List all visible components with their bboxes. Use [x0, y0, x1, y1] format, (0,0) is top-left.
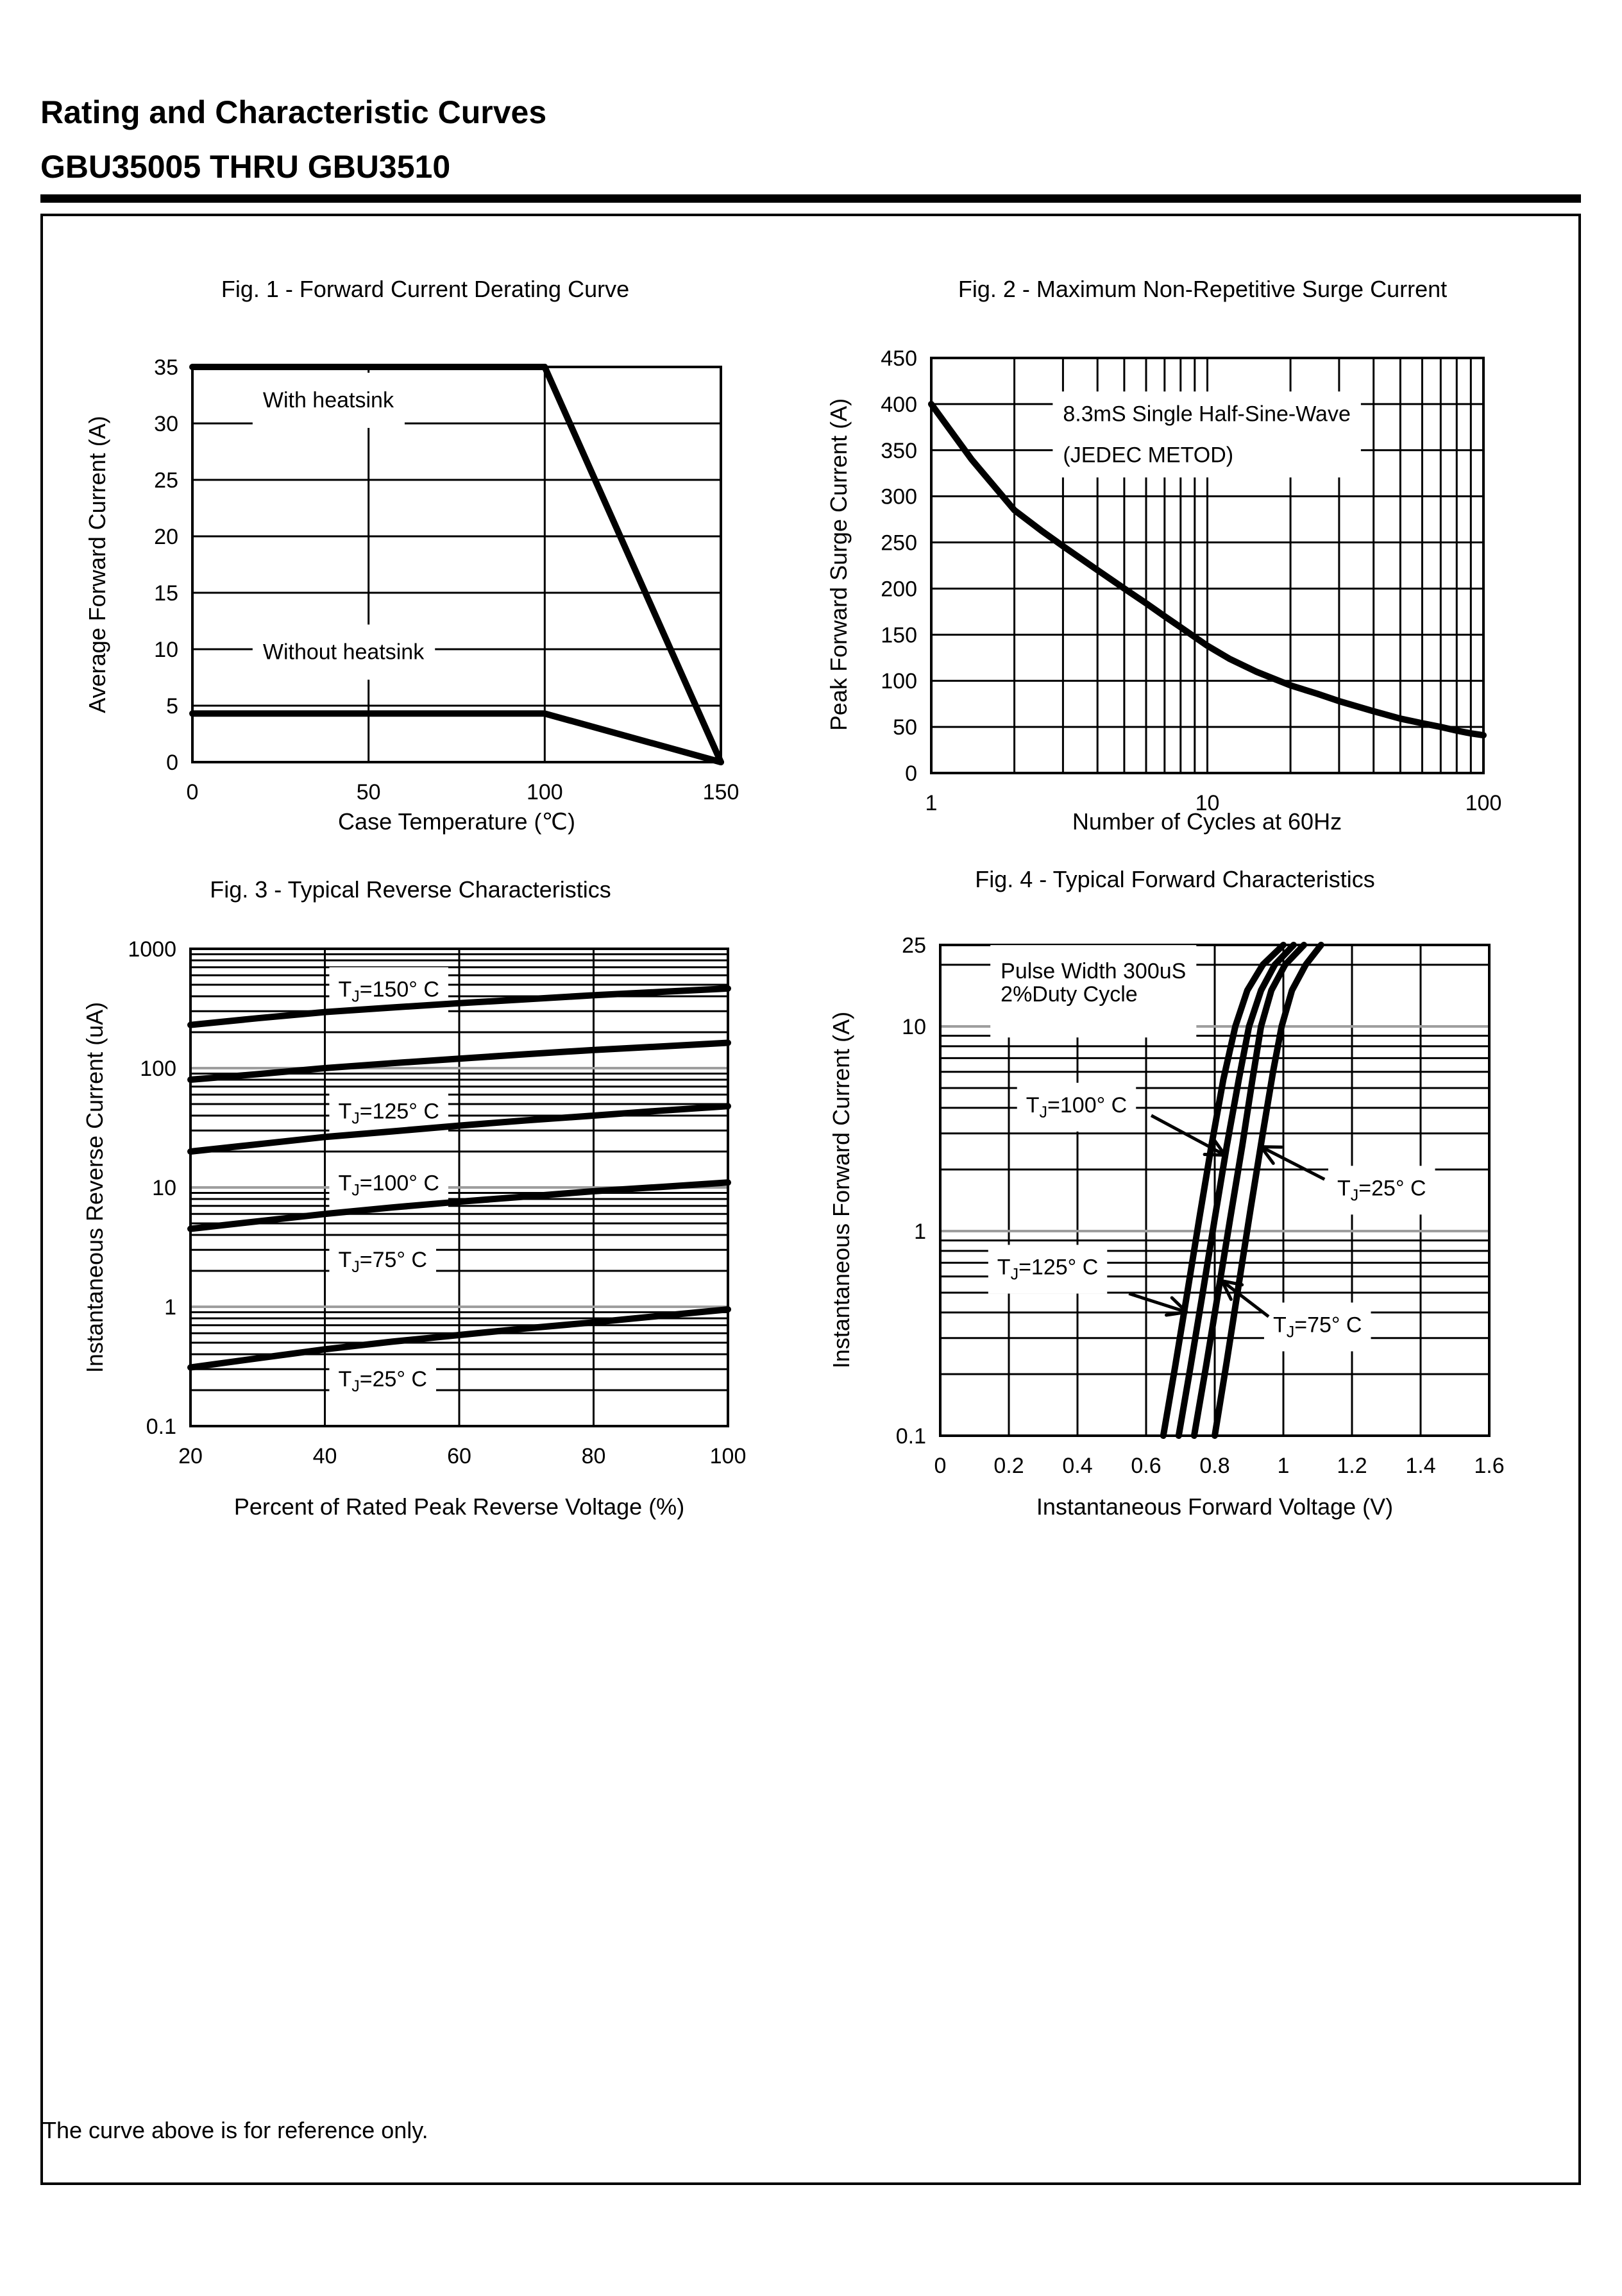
fig2-ytick-300: 300 [881, 484, 917, 509]
fig1-title: Fig. 1 - Forward Current Derating Curve [221, 276, 630, 302]
fig2-xtick-10: 10 [1195, 791, 1220, 815]
fig2-ytick-400: 400 [881, 392, 917, 417]
svg-text:Without heatsink: Without heatsink [262, 640, 425, 665]
fig2-ytick-100: 100 [881, 669, 917, 694]
fig1-plot [154, 355, 739, 804]
fig1-ytick-5: 5 [166, 694, 178, 719]
fig1-annotation-without-heatsink [253, 625, 435, 680]
svg-text:TJ=100° C: $T_J=100^\circ$ C [338, 1171, 439, 1200]
fig2-ytick-350: 350 [881, 438, 917, 463]
part-range-title: GBU35005 THRU GBU3510 [40, 149, 451, 185]
svg-text:With heatsink: With heatsink [262, 388, 394, 413]
fig3-xtick-40: 40 [312, 1444, 337, 1468]
fig4-annotation-tj-100-c [1017, 1083, 1136, 1132]
fig3-yaxis-title: Instantaneous Reverse Current (uA) [81, 1001, 108, 1373]
fig3-ytick-100: 100 [140, 1057, 176, 1081]
svg-text:TJ=25° C: $T_J=25^\circ$ C [1337, 1176, 1426, 1205]
fig1-xtick-50: 50 [356, 780, 381, 804]
fig3-plot [128, 937, 746, 1468]
fig1-ytick-0: 0 [166, 751, 178, 775]
fig4-yaxis-title: Instantaneous Forward Current (A) [828, 1011, 854, 1369]
fig3-annotation-tj-25-c [329, 1357, 436, 1406]
fig2-ytick-250: 250 [881, 531, 917, 556]
fig2-annotation-8-3ms-single-half-sine-wave [1052, 391, 1360, 477]
fig4-ytick-25: 25 [902, 933, 926, 958]
fig2-title: Fig. 2 - Maximum Non-Repetitive Surge Current [958, 276, 1448, 302]
fig4-annotation-tj-25-c [1328, 1166, 1435, 1214]
fig3-xtick-100: 100 [709, 1444, 747, 1468]
fig4-annotation-tj-75-c [1264, 1302, 1371, 1351]
fig1-curve-without-heatsink [192, 713, 721, 762]
fig1-ytick-35: 35 [154, 355, 178, 380]
fig2-ytick-200: 200 [881, 577, 917, 602]
fig4-annotation-pulse-width-300us [990, 945, 1196, 1037]
fig2-ytick-150: 150 [881, 623, 917, 648]
fig4-ytick-10: 10 [902, 1014, 926, 1039]
svg-text:TJ=75° C: $T_J=75^\circ$ C [338, 1247, 428, 1276]
fig1-ytick-25: 25 [154, 468, 178, 493]
fig3-ytick-1: 1 [164, 1295, 176, 1320]
fig2-xaxis-title: Number of Cycles at 60Hz [1072, 808, 1342, 835]
fig4-plot [896, 933, 1505, 1478]
svg-text:TJ=150° C: $T_J=150^\circ$ C [338, 977, 439, 1006]
fig4-xtick-1: 1 [1277, 1454, 1290, 1478]
svg-text:TJ=125° C: $T_J=125^\circ$ C [997, 1255, 1099, 1284]
fig3-xtick-20: 20 [178, 1444, 203, 1468]
fig3-ytick-10: 10 [152, 1176, 176, 1200]
fig1-ytick-30: 30 [154, 412, 178, 436]
fig3-annotation-tj-75-c [329, 1237, 436, 1286]
fig1-ytick-15: 15 [154, 581, 178, 606]
fig2-ytick-450: 450 [881, 346, 917, 371]
svg-text:TJ=100° C: $T_J=100^\circ$ C [1026, 1093, 1128, 1121]
fig2-plot [881, 346, 1501, 815]
fig1-xtick-0: 0 [186, 780, 199, 804]
fig4-title: Fig. 4 - Typical Forward Characteristics [975, 866, 1375, 892]
fig4-ytick-1: 1 [914, 1219, 926, 1244]
fig3-ytick-1000: 1000 [128, 937, 176, 962]
fig2-xtick-100: 100 [1465, 791, 1502, 815]
page-title: Rating and Characteristic Curves [40, 94, 547, 130]
fig4-xtick-0: 0 [934, 1454, 947, 1478]
fig2-yaxis-title: Peak Forward Surge Current (A) [825, 398, 852, 731]
fig2-xtick-1: 1 [925, 791, 938, 815]
fig4-arrow-1 [1261, 1147, 1324, 1180]
svg-text:Pulse Width 300uS: Pulse Width 300uS [1001, 959, 1187, 984]
fig1-xtick-100: 100 [526, 780, 563, 804]
fig4-arrow-3 [1222, 1281, 1269, 1317]
fig2-ytick-50: 50 [893, 715, 917, 740]
fig1-ytick-20: 20 [154, 525, 178, 549]
fig4-annotation-tj-125-c [988, 1245, 1107, 1293]
fig4-xaxis-title: Instantaneous Forward Voltage (V) [1036, 1493, 1394, 1520]
fig2-ytick-0: 0 [905, 761, 917, 786]
fig4-curve-tj-25-c [1215, 945, 1321, 1436]
fig1-xaxis-title: Case Temperature (℃) [338, 808, 575, 835]
fig1-xtick-150: 150 [702, 780, 739, 804]
fig4-xtick-0-6: 0.6 [1131, 1454, 1162, 1478]
svg-text:TJ=25° C: $T_J=25^\circ$ C [338, 1366, 428, 1395]
svg-text:TJ=75° C: $T_J=75^\circ$ C [1272, 1313, 1362, 1341]
fig4-xtick-0-2: 0.2 [993, 1454, 1024, 1478]
fig3-xtick-80: 80 [581, 1444, 606, 1468]
svg-text:TJ=125° C: $T_J=125^\circ$ C [338, 1099, 439, 1128]
fig4-xtick-0-8: 0.8 [1199, 1454, 1230, 1478]
fig1-ytick-10: 10 [154, 638, 178, 662]
fig3-ytick-0-1: 0.1 [146, 1415, 176, 1439]
svg-text:(JEDEC METOD): (JEDEC METOD) [1063, 443, 1234, 468]
fig1-yaxis-title: Average Forward Current (A) [84, 416, 110, 713]
fig1-annotation-with-heatsink [253, 373, 405, 428]
fig4-xtick-1-4: 1.4 [1405, 1454, 1436, 1478]
fig4-xtick-1-6: 1.6 [1474, 1454, 1505, 1478]
reference-note: The curve above is for reference only. [42, 2117, 428, 2143]
fig3-xaxis-title: Percent of Rated Peak Reverse Voltage (%) [233, 1493, 685, 1520]
svg-text:2%Duty Cycle: 2%Duty Cycle [1001, 982, 1138, 1007]
fig4-xtick-1-2: 1.2 [1337, 1454, 1367, 1478]
fig3-xtick-60: 60 [447, 1444, 471, 1468]
fig4-xtick-0-4: 0.4 [1062, 1454, 1093, 1478]
fig4-ytick-0-1: 0.1 [895, 1424, 926, 1449]
fig3-title: Fig. 3 - Typical Reverse Characteristics [210, 876, 611, 903]
svg-text:8.3mS Single Half-Sine-Wave: 8.3mS Single Half-Sine-Wave [1063, 402, 1351, 427]
